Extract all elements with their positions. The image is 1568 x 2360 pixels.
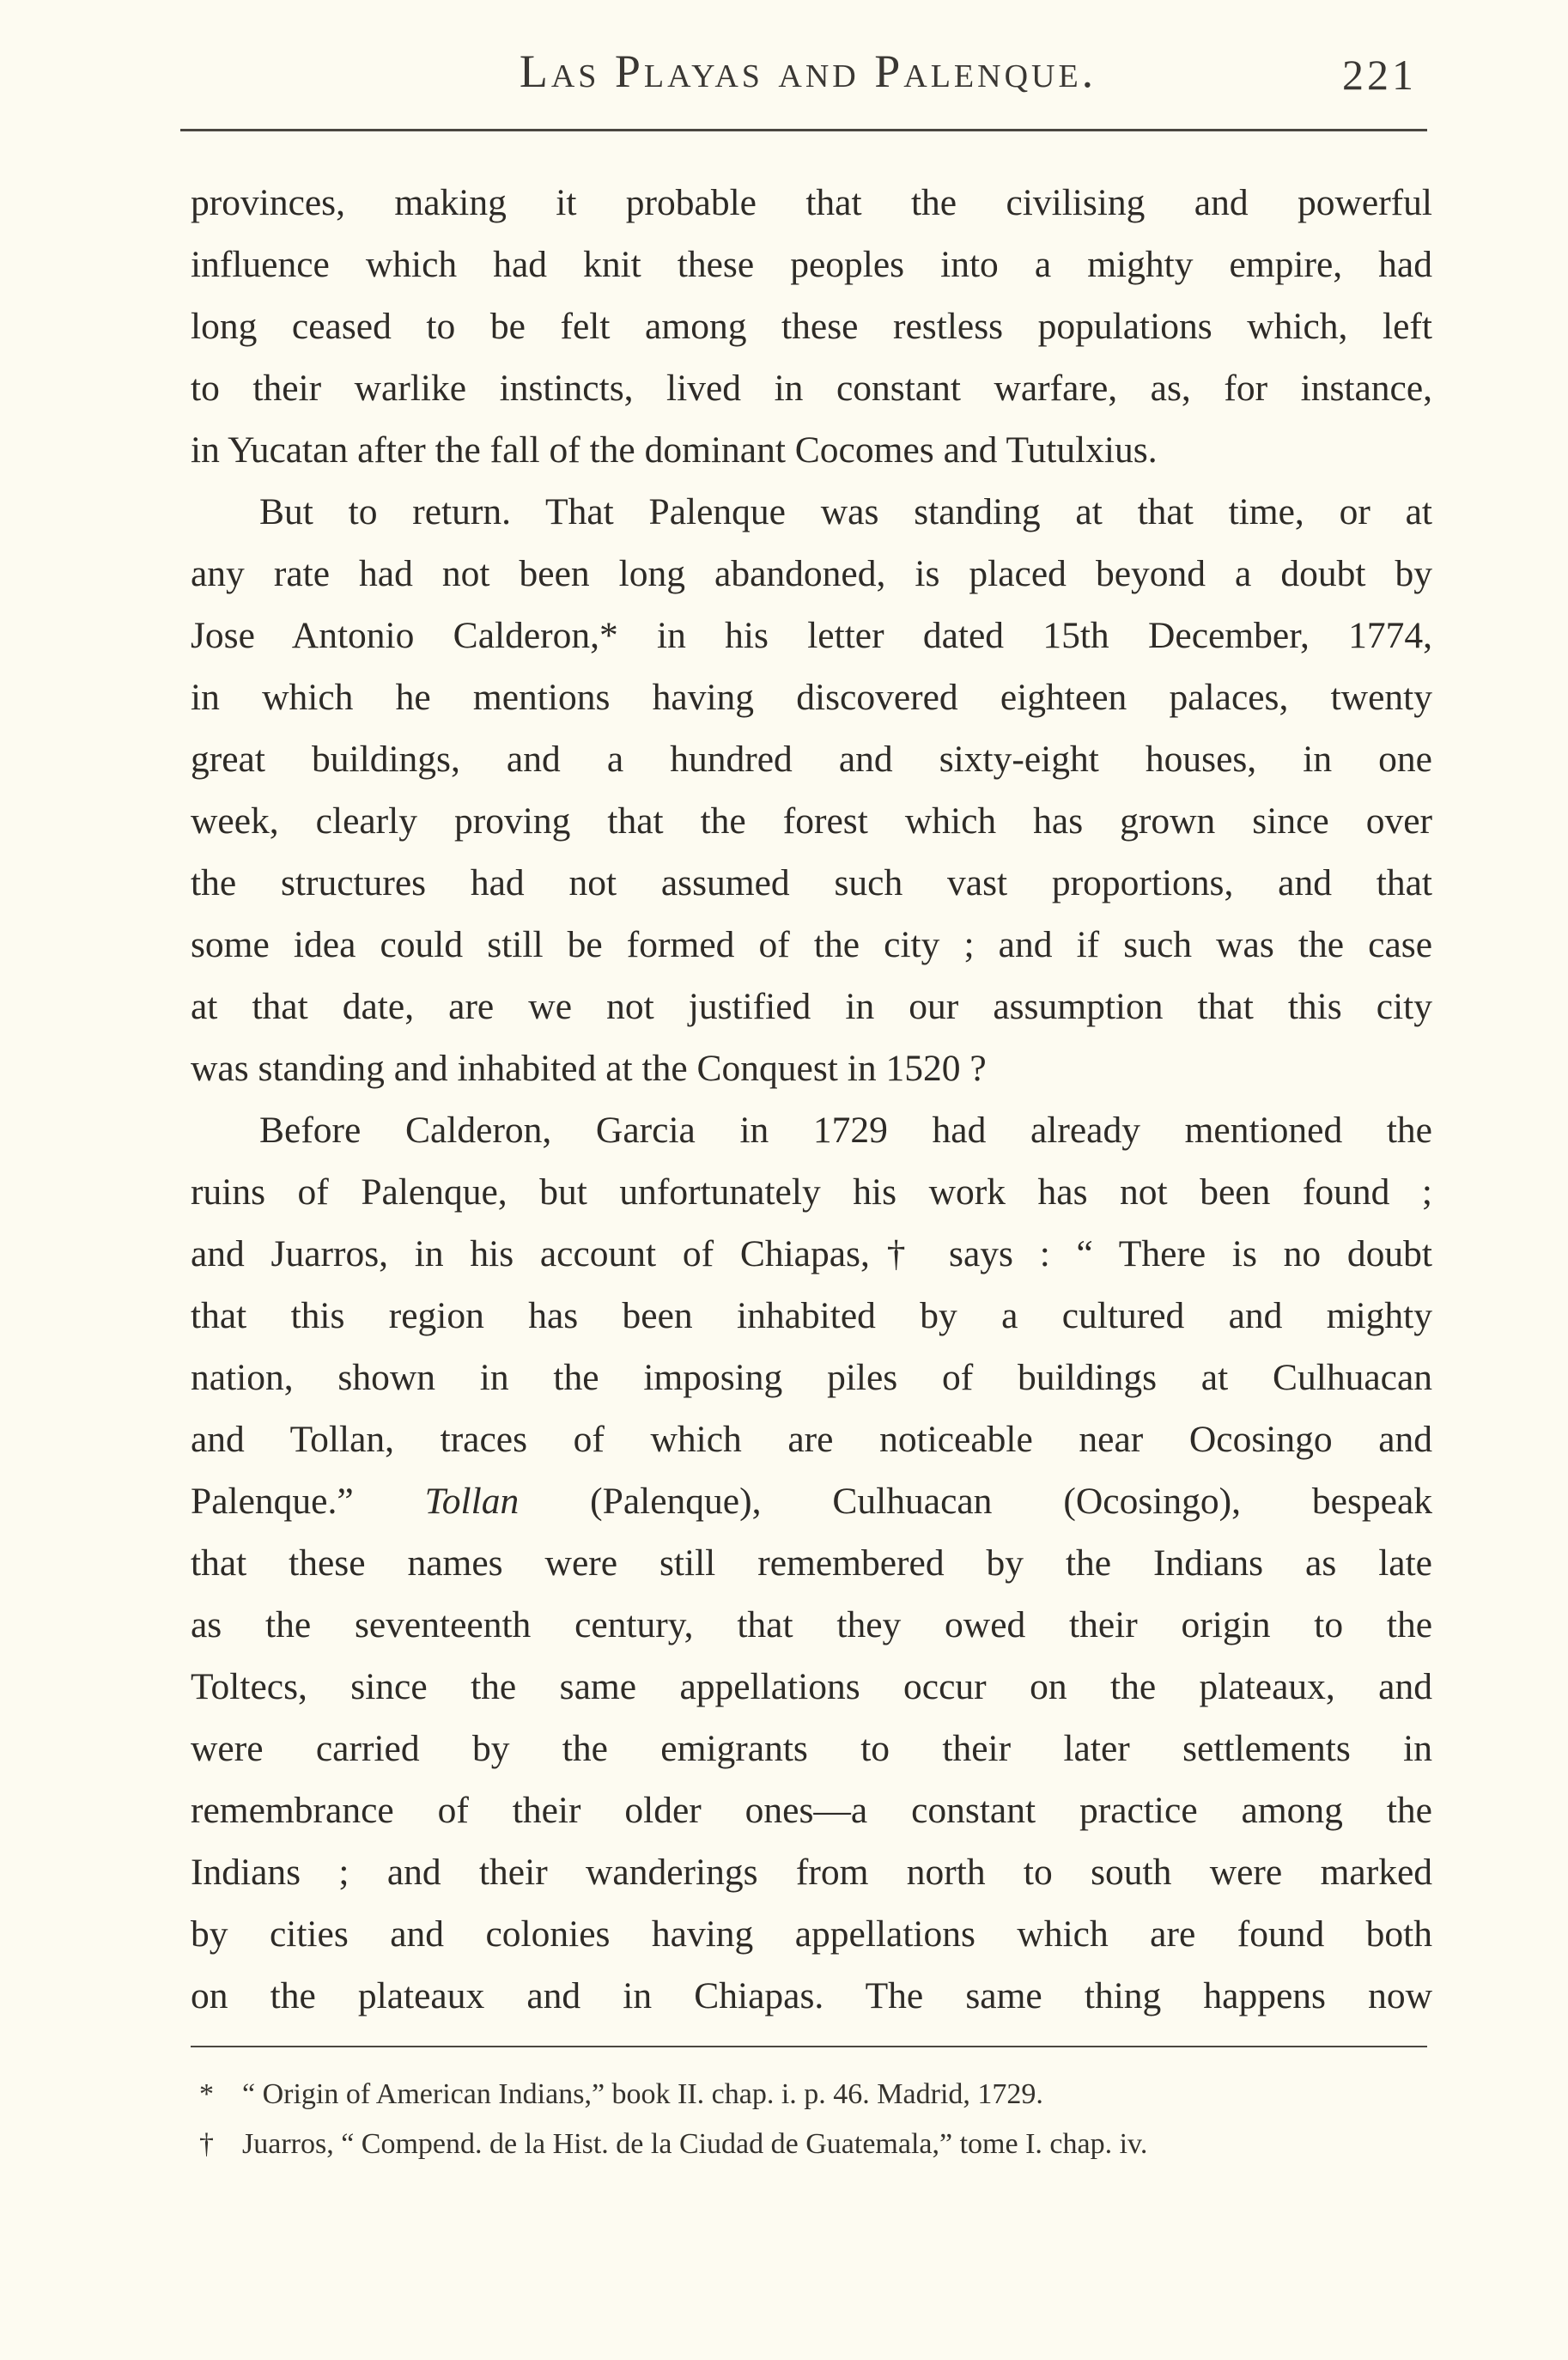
- text-line: as the seventeenth century, that they owed their origin to the: [191, 1604, 1432, 1645]
- text-line: that these names were still remembered by the Indians as late: [191, 1542, 1432, 1584]
- text-line: on the plateaux and in Chiapas. The same thing happens now: [191, 1975, 1432, 2016]
- text-line: by cities and colonies having appellations which are found both: [191, 1913, 1432, 1955]
- text-segment: (Palenque), Culhuacan (Ocosingo), bespeak: [590, 1481, 1433, 1522]
- text-line: at that date, are we not justified in our assumption that this city: [191, 986, 1432, 1027]
- text-line: Jose Antonio Calderon,* in his letter dated 15th December, 1774,: [191, 615, 1432, 656]
- text-line-mixed: [191, 1470, 1432, 1532]
- text-line: in Yucatan after the fall of the dominant Cocomes and Tutulxius.: [191, 429, 1158, 471]
- text-line: some idea could still be formed of the city ; and if such was the case: [191, 924, 1432, 965]
- text-line: to their warlike instincts, lived in constant warfare, as, for instance,: [191, 368, 1432, 409]
- text-line: and Juarros, in his account of Chiapas,† says : “ There is no doubt: [191, 1233, 1432, 1274]
- running-title: Las Playas and Palenque.: [519, 46, 1097, 97]
- text-line: influence which had knit these peoples into a mighty empire, had: [191, 244, 1432, 285]
- text-line: long ceased to be felt among these restless populations which, left: [191, 306, 1432, 347]
- footnote-rule: [191, 2046, 1427, 2047]
- header-rule: [180, 129, 1427, 131]
- text-line: ruins of Palenque, but unfortunately his work has not been found ;: [191, 1171, 1432, 1213]
- footnote: [199, 2120, 1427, 2169]
- page-header: [191, 45, 1425, 113]
- body-text: [191, 172, 1432, 2027]
- italic-place-name: Tollan: [424, 1481, 520, 1522]
- footnote-text: “ Origin of American Indians,” book II. chap. i. p. 46. Madrid, 1729.: [242, 2078, 1043, 2110]
- text-line: the structures had not assumed such vast proportions, and that: [191, 862, 1432, 903]
- footnote-mark: *: [199, 2078, 214, 2110]
- footnotes: [199, 2070, 1427, 2169]
- text-line: Indians ; and their wanderings from north to south were marked: [191, 1852, 1432, 1893]
- text-line: Before Calderon, Garcia in 1729 had already mentioned the: [259, 1110, 1432, 1151]
- text-line: and Tollan, traces of which are noticeable near Ocosingo and: [191, 1419, 1432, 1460]
- page-number: 221: [1342, 51, 1417, 99]
- text-line: great buildings, and a hundred and sixty-eight houses, in one: [191, 739, 1432, 780]
- text-line: that this region has been inhabited by a cultured and mighty: [191, 1295, 1432, 1336]
- text-line: But to return. That Palenque was standing at that time, or at: [259, 491, 1432, 532]
- footnote-text: Juarros, “ Compend. de la Hist. de la Ciudad de Guatemala,” tome I. chap. iv.: [242, 2128, 1148, 2160]
- footnote: [199, 2070, 1427, 2120]
- text-line: any rate had not been long abandoned, is placed beyond a doubt by: [191, 553, 1432, 594]
- text-line: in which he mentions having discovered eighteen palaces, twenty: [191, 677, 1432, 718]
- text-line: week, clearly proving that the forest which has grown since over: [191, 800, 1432, 842]
- footnote-mark: †: [199, 2128, 214, 2160]
- text-line: remembrance of their older ones—a constant practice among the: [191, 1790, 1432, 1831]
- text-segment: Palenque.”: [191, 1481, 354, 1522]
- text-line: Toltecs, since the same appellations occur on the plateaux, and: [191, 1666, 1432, 1707]
- text-line: provinces, making it probable that the civilising and powerful: [191, 182, 1432, 223]
- text-line: were carried by the emigrants to their later settlements in: [191, 1728, 1432, 1769]
- text-line: nation, shown in the imposing piles of buildings at Culhuacan: [191, 1357, 1432, 1398]
- text-line: was standing and inhabited at the Conquest in 1520 ?: [191, 1048, 987, 1089]
